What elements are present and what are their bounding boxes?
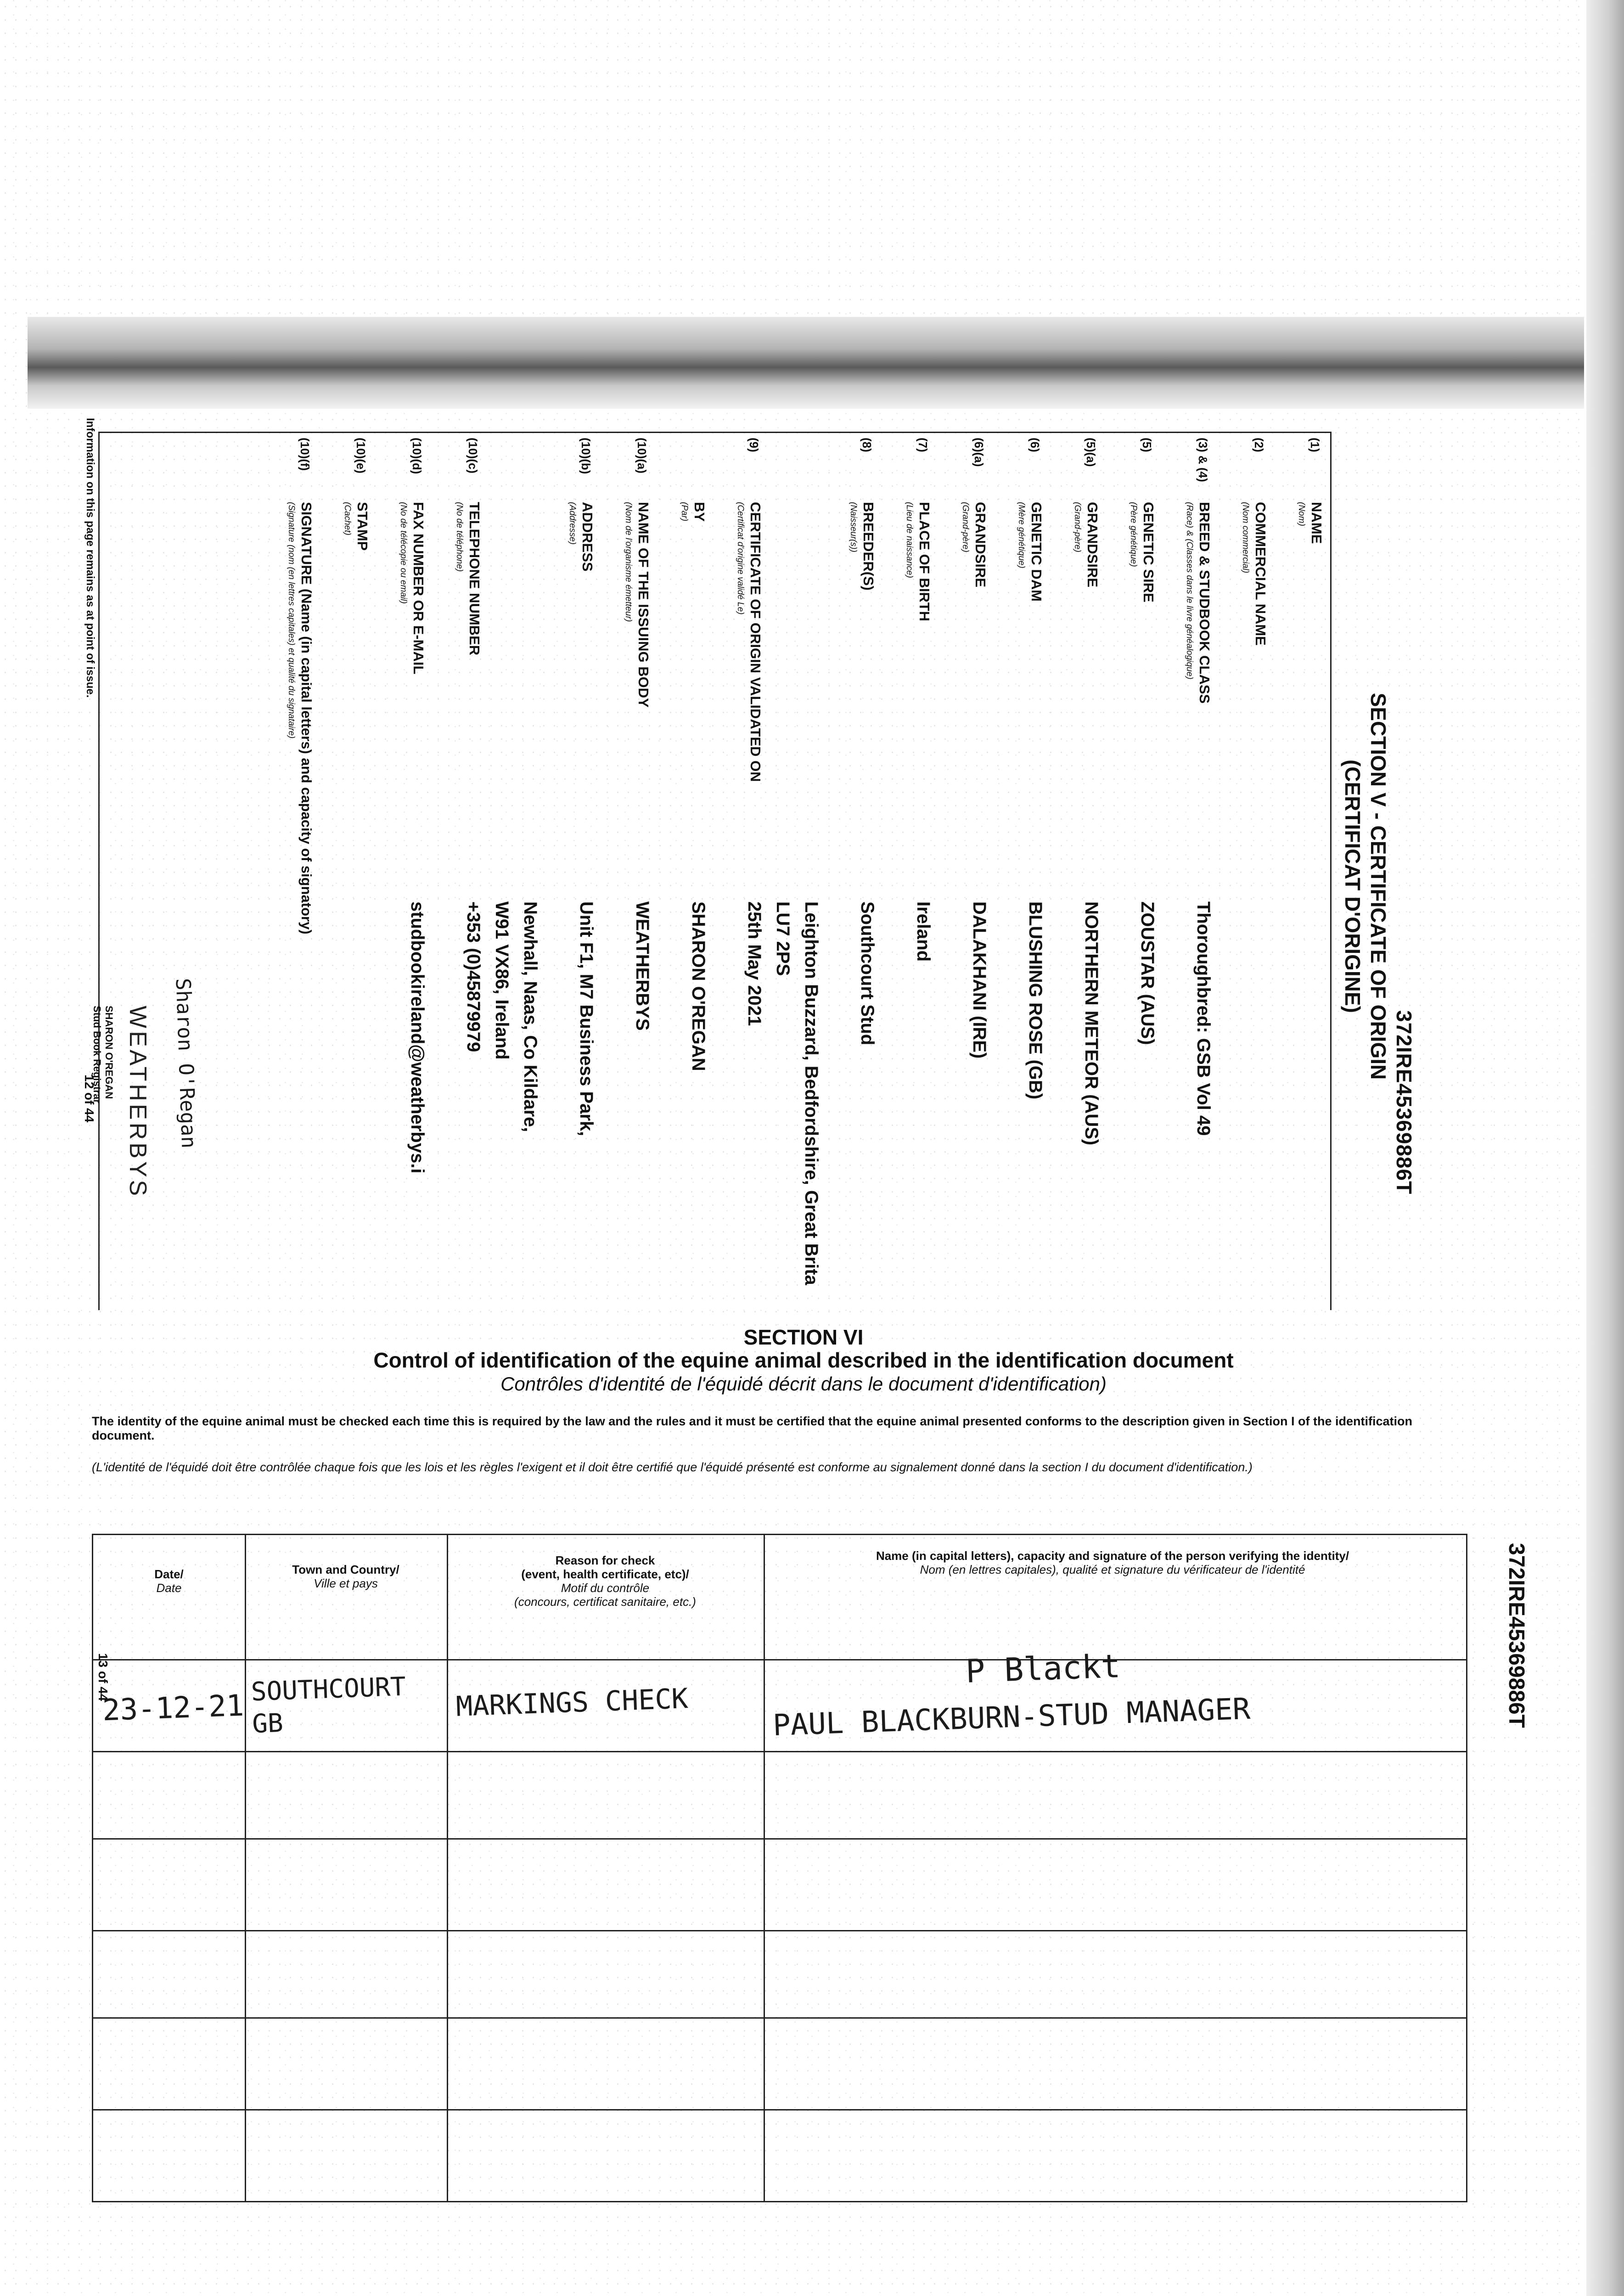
cert-field-value: NORTHERN METEOR (AUS) [1081, 901, 1101, 1146]
cert-field-sublabel: (Nom commercial) [1241, 502, 1250, 574]
header-town: Town and Country/ Ville et pays [292, 1563, 399, 1590]
page-shadow [1586, 0, 1624, 2296]
cert-field-number: (2) [1252, 438, 1266, 452]
cert-field-label: CERTIFICATE OF ORIGIN VALIDATED ON [747, 502, 764, 782]
cert-field-sublabel: (Naisseur(s)) [849, 502, 858, 552]
sec6-subtitle-fr: Contrôles d'identité de l'équidé décrit dans le document d'identification) [500, 1373, 1107, 1395]
cert-box [98, 432, 1332, 1310]
sec6-page-number: 13 of 44 [96, 1653, 110, 1701]
cert-field-value: BLUSHING ROSE (GB) [1025, 901, 1045, 1100]
cert-field-number: (10)(f) [298, 438, 312, 471]
cert-page-number: 12 of 44 [82, 1075, 96, 1123]
cert-field-value: WEATHERBYS [632, 901, 652, 1031]
cert-field-number: (3) & (4) [1196, 438, 1210, 482]
cert-title-en: SECTION V - CERTIFICATE OF ORIGIN [1366, 692, 1390, 1080]
identity-check-table [92, 1534, 1467, 2202]
info-note: Information on this page remains as at point of issue. [84, 418, 96, 698]
cert-row [620, 438, 652, 1301]
entry-town: SOUTHCOURT GB [250, 1671, 406, 1739]
cert-field-sublabel: (No de télécopie ou email) [399, 502, 408, 604]
cert-row [395, 438, 427, 1301]
cert-row [1237, 438, 1270, 1301]
entry-signature: P Blackt [965, 1647, 1121, 1690]
cert-field-value: LU7 2PS [773, 901, 793, 976]
cert-row [732, 438, 764, 1301]
cert-field-number: (10)(d) [410, 438, 424, 474]
entry-date: 23-12-21 [101, 1688, 245, 1728]
cert-field-value: W91 VX86, Ireland [492, 901, 512, 1060]
registrar-role: Stud Book Registrar [91, 1006, 103, 1103]
sec6-paragraph-fr: (L'identité de l'équidé doit être contrôlée chaque fois que les lois et les règles l'exigent et il doit être certifié que l'équidé présenté est conforme au signalement donné dans la section I du document d'identification.) [92, 1460, 1253, 1474]
cert-title [1340, 542, 1391, 1231]
weatherbys-logo: WEATHERBYS [124, 1006, 151, 1199]
entry-verifier-name: PAUL BLACKBURN-STUD MANAGER [772, 1692, 1251, 1743]
cert-field-sublabel: (No de téléphone) [455, 502, 464, 572]
header-reason: Reason for check (event, health certificate, etc)/ Motif du contrôle (concours, certificat sanitaire, etc.) [514, 1553, 696, 1609]
cert-field-value: ZOUSTAR (AUS) [1137, 901, 1158, 1045]
cert-field-value: Newhall, Naas, Co Kildare, [520, 901, 540, 1132]
cert-field-number: (6)(a) [972, 438, 986, 467]
cert-field-value: studbookireland@weatherbys.i [407, 901, 427, 1174]
cert-row [480, 438, 512, 1301]
cert-field-sublabel: (Par) [680, 502, 689, 522]
cert-field-sublabel: (Grand-père) [961, 502, 970, 552]
header-date: Date/ Date [154, 1567, 184, 1595]
cert-field-label: NAME [1309, 502, 1325, 544]
cert-field-number: (10)(c) [466, 438, 480, 474]
cert-row [508, 438, 540, 1301]
cert-field-sublabel: (Lieu de naissance) [905, 502, 914, 578]
sec6-subtitle: Control of identification of the equine animal described in the identification document [373, 1348, 1234, 1372]
cert-field-label: BREEDER(S) [860, 502, 877, 591]
cert-field-label: SIGNATURE (Name (in capital letters) and capacity of signatory) [298, 502, 315, 934]
cert-field-value: DALAKHANI (IRE) [969, 901, 989, 1059]
cert-field-sublabel: (Grand-père) [1073, 502, 1082, 552]
cert-field-label: TELEPHONE NUMBER [466, 502, 483, 656]
cert-row [761, 438, 793, 1301]
cert-field-value: Southcourt Stud [857, 901, 877, 1046]
cert-field-label: COMMERCIAL NAME [1253, 502, 1269, 646]
cert-field-sublabel: (Père génétique) [1129, 502, 1138, 567]
cert-document-id: 372IRE45369886T [1392, 1010, 1416, 1195]
cert-field-number: (7) [916, 438, 930, 452]
cert-row [845, 438, 877, 1301]
cert-field-label: FAX NUMBER OR E-MAIL [410, 502, 427, 675]
cert-field-value: Leighton Buzzard, Bedfordshire, Great Brita [801, 901, 821, 1285]
cert-field-sublabel: (Mère génétique) [1017, 502, 1026, 568]
cert-field-label: GENETIC DAM [1028, 502, 1045, 602]
cert-row [283, 438, 315, 1301]
cert-row [451, 438, 483, 1301]
cert-field-label: GRANDSIRE [972, 502, 989, 588]
cert-field-value: 25th May 2021 [744, 901, 764, 1026]
cert-field-number: (5)(a) [1084, 438, 1098, 467]
cert-field-number: (9) [747, 438, 761, 452]
cert-field-sublabel: (Race) & (Classes dans le livre généalogique) [1185, 502, 1194, 680]
cert-field-sublabel: (Signature (nom (en lettres capitales) et qualité du signataire) [287, 502, 296, 739]
cert-row [1069, 438, 1101, 1301]
cert-field-sublabel: (Certificat d'origine validé Le) [736, 502, 745, 615]
cert-field-sublabel: (Addresse) [568, 502, 577, 545]
cert-row [1013, 438, 1045, 1301]
cert-field-label: NAME OF THE ISSUING BODY [635, 502, 652, 708]
cert-field-value: +353 (0)45879979 [463, 901, 483, 1052]
cert-field-label: GENETIC SIRE [1141, 502, 1157, 602]
cert-row [1181, 438, 1214, 1301]
cert-field-value: SHARON O'REGAN [688, 901, 708, 1071]
cert-field-number: (10)(b) [579, 438, 593, 474]
entry-reason: MARKINGS CHECK [455, 1683, 689, 1723]
cert-field-value: Ireland [913, 901, 933, 962]
cert-row [789, 438, 821, 1301]
folded-edge [28, 317, 1584, 409]
cert-field-label: ADDRESS [579, 502, 596, 572]
cert-field-number: (8) [860, 438, 874, 452]
cert-field-value: Unit F1, M7 Business Park, [576, 901, 596, 1137]
cert-field-label: PLACE OF BIRTH [916, 502, 933, 622]
cert-field-label: STAMP [354, 502, 371, 551]
header-verifier: Name (in capital letters), capacity and signature of the person verifying the identity/ Nom (en lettres capitales), qualité et signature du vérificateur de l'identité [876, 1549, 1349, 1576]
cert-field-value: Thoroughbred: GSB Vol 49 [1193, 901, 1214, 1136]
cert-field-sublabel: (Cachet) [343, 502, 352, 535]
cert-field-sublabel: (Nom) [1297, 502, 1306, 526]
cert-title-fr: (CERTIFICAT D'ORIGINE) [1341, 760, 1365, 1013]
cert-row [957, 438, 989, 1301]
sec6-paragraph-en: The identity of the equine animal must be checked each time this is required by the law and the rules and it must be certified that the equine animal presented conforms to the description given in Section I of the identification document. [92, 1414, 1413, 1442]
registrar-name: SHARON O'REGAN [103, 1006, 115, 1099]
cert-field-sublabel: (Nom de l'organisme émetteur) [624, 502, 633, 622]
cert-row [901, 438, 933, 1301]
cert-row [676, 438, 708, 1301]
cert-field-label: BREED & STUDBOOK CLASS [1197, 502, 1213, 704]
cert-row [339, 438, 371, 1301]
cert-field-number: (5) [1140, 438, 1154, 452]
certificate-of-origin [69, 413, 1419, 1322]
cert-field-number: (10)(e) [354, 438, 368, 474]
registrar-signature: Sharon O'Regan [171, 978, 201, 1149]
sec6-document-id: 372IRE45369886T [1504, 1543, 1528, 1728]
cert-field-number: (10)(a) [635, 438, 649, 474]
cert-row [1125, 438, 1158, 1301]
sec6-title: SECTION VI [743, 1325, 864, 1349]
cert-field-number: (6) [1028, 438, 1042, 452]
cert-field-label: BY [691, 502, 708, 522]
cert-row [564, 438, 596, 1301]
cert-row [1293, 438, 1326, 1301]
cert-field-number: (1) [1308, 438, 1322, 452]
cert-field-label: GRANDSIRE [1085, 502, 1101, 588]
